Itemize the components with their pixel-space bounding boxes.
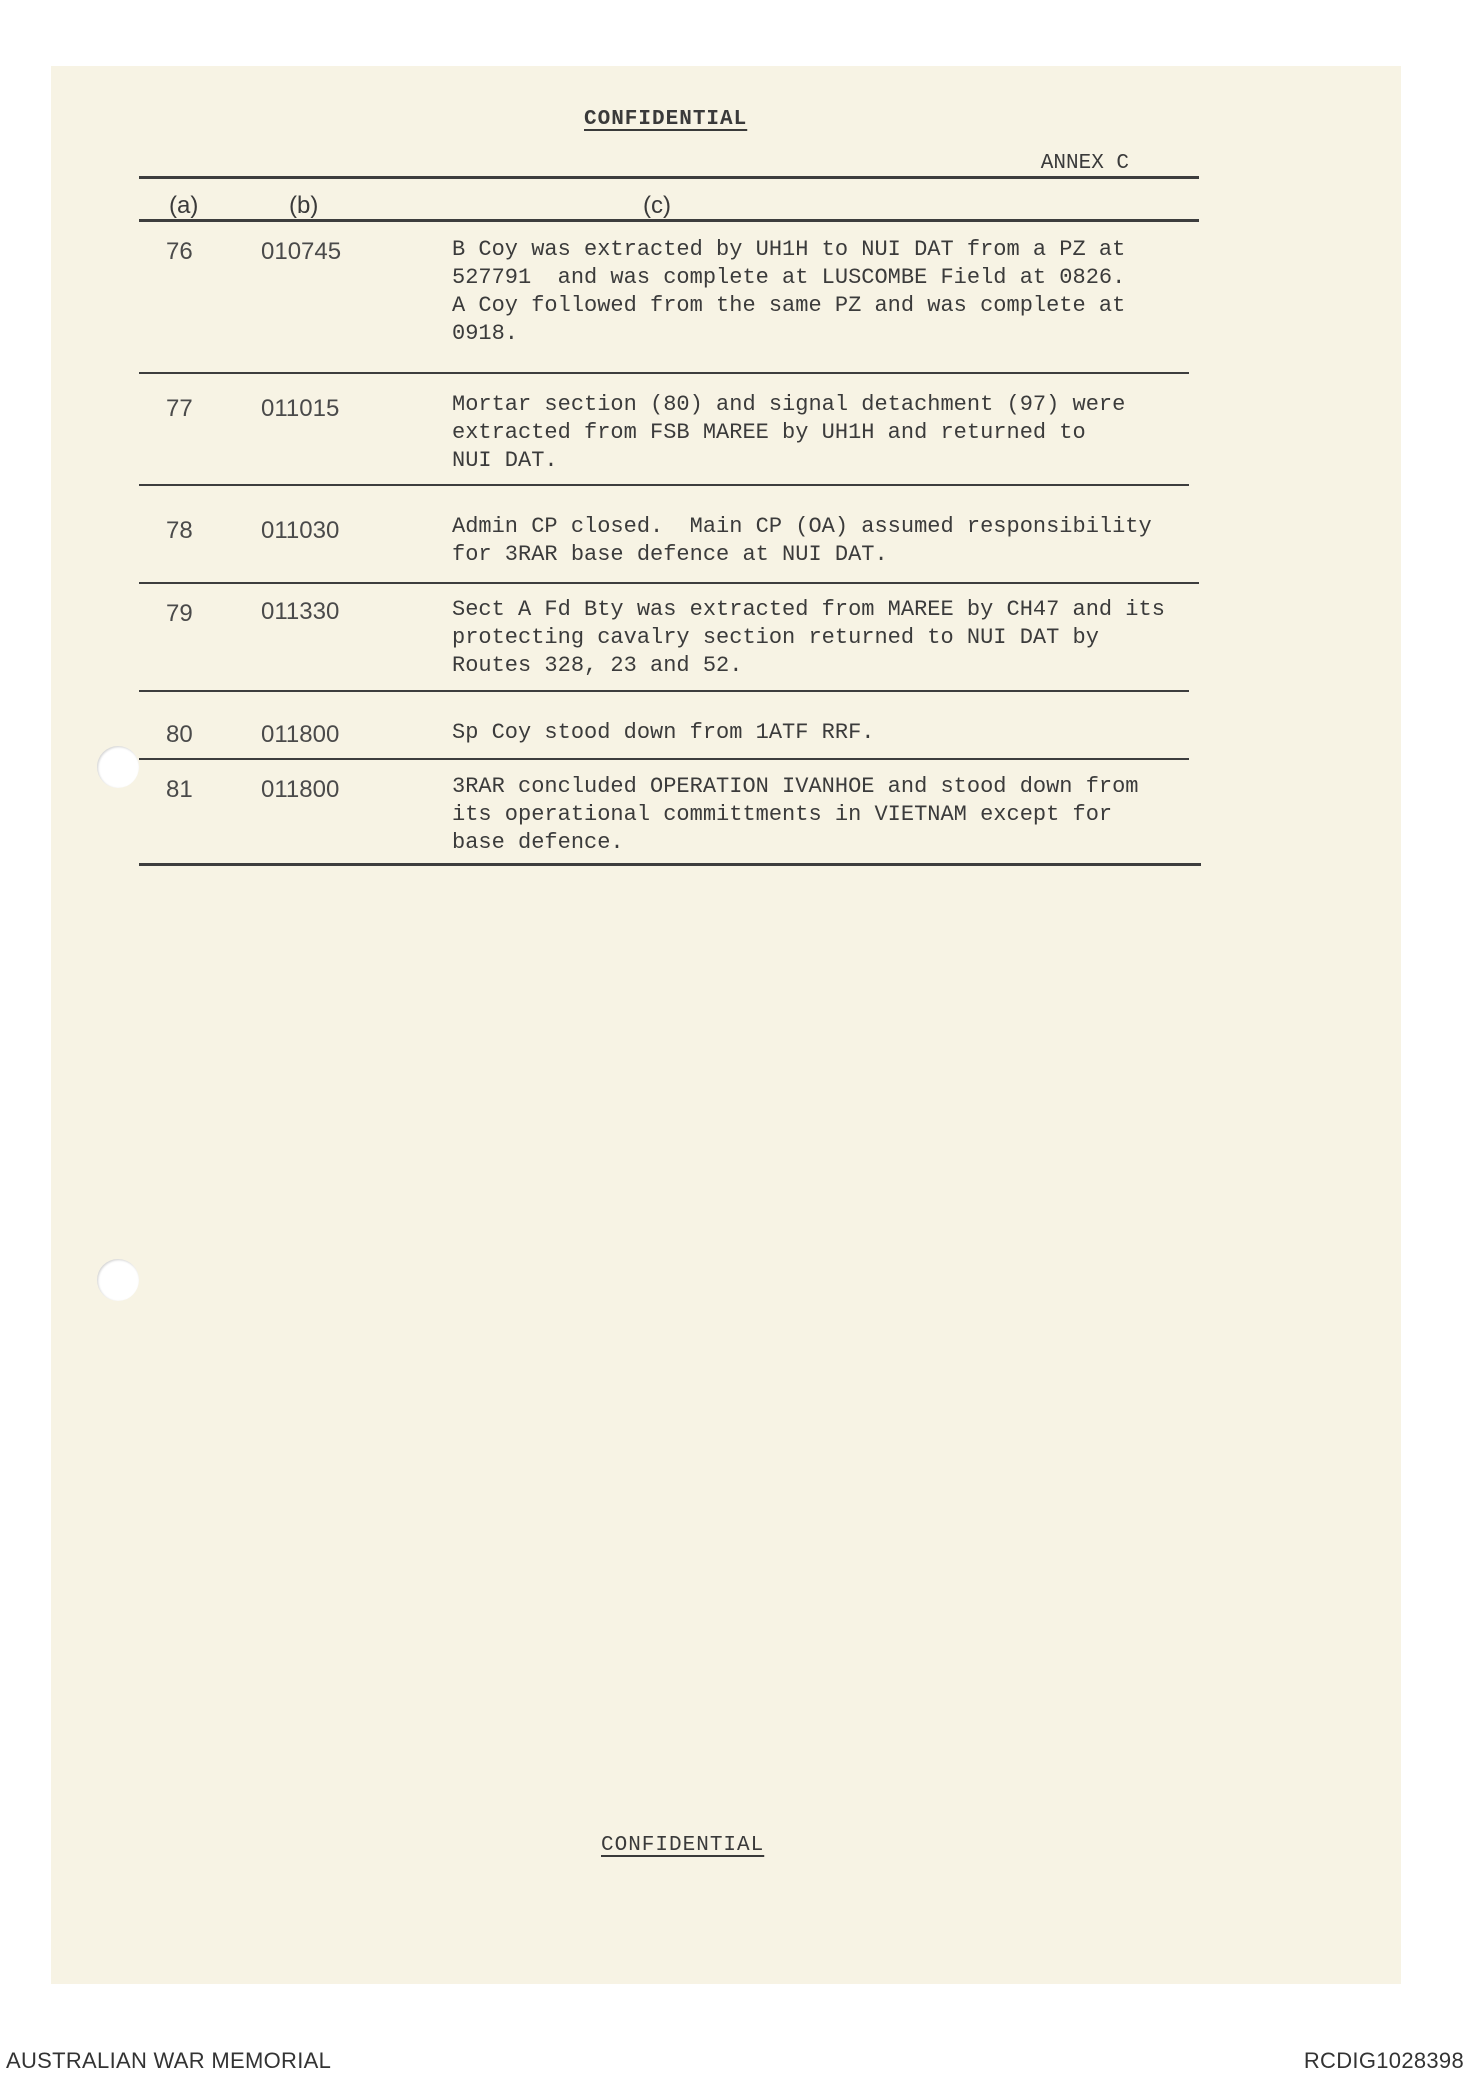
- header-rule: [139, 219, 1199, 222]
- entry-80: Sp Coy stood down from 1ATF RRF.: [452, 720, 875, 745]
- row-divider: [139, 484, 1189, 486]
- serial-76: 76: [166, 238, 193, 265]
- dtg-80: 011800: [261, 721, 340, 748]
- punch-hole-lower: [97, 1259, 139, 1301]
- dtg-81: 011800: [261, 776, 340, 803]
- dtg-77: 011015: [261, 395, 340, 422]
- entry-79: Sect A Fd Bty was extracted from MAREE by CH47 and its protecting cavalry section returned to NUI DAT by Routes 328, 23 and 52.: [452, 597, 1165, 678]
- row-divider: [139, 758, 1189, 760]
- serial-80: 80: [166, 721, 193, 748]
- archive-reference: RCDIG1028398: [1303, 2048, 1464, 2073]
- archive-credit: AUSTRALIAN WAR MEMORIAL: [6, 2048, 332, 2073]
- serial-78: 78: [166, 517, 193, 544]
- serial-79: 79: [166, 600, 193, 627]
- dtg-78: 011030: [261, 517, 340, 544]
- serial-81: 81: [166, 776, 193, 803]
- column-header-b: (b): [289, 192, 319, 219]
- column-header-a: (a): [169, 192, 199, 219]
- entry-78: Admin CP closed. Main CP (OA) assumed responsibility for 3RAR base defence at NUI DAT.: [452, 514, 1152, 567]
- row-divider: [139, 582, 1199, 584]
- entry-81: 3RAR concluded OPERATION IVANHOE and stood down from its operational committments in VIETNAM except for base defence.: [452, 774, 1139, 855]
- row-divider: [139, 372, 1189, 374]
- column-header-c: (c): [643, 192, 671, 219]
- document-page: [51, 66, 1401, 1984]
- table-top-rule: [139, 176, 1199, 179]
- header-classification: CONFIDENTIAL: [584, 108, 748, 131]
- row-divider: [139, 690, 1189, 692]
- table-bottom-rule: [139, 863, 1201, 866]
- entry-77: Mortar section (80) and signal detachment (97) were extracted from FSB MAREE by UH1H and returned to NUI DAT.: [452, 392, 1126, 473]
- annex-label: ANNEX C: [1040, 152, 1129, 175]
- dtg-76: 010745: [261, 238, 342, 265]
- punch-hole-upper: [97, 746, 139, 788]
- serial-77: 77: [166, 395, 193, 422]
- footer-classification: CONFIDENTIAL: [601, 1834, 765, 1857]
- dtg-79: 011330: [261, 598, 340, 625]
- entry-76: B Coy was extracted by UH1H to NUI DAT from a PZ at 527791 and was complete at LUSCOMBE Field at 0826. A Coy followed from the same PZ and was complete at 0918.: [452, 237, 1126, 346]
